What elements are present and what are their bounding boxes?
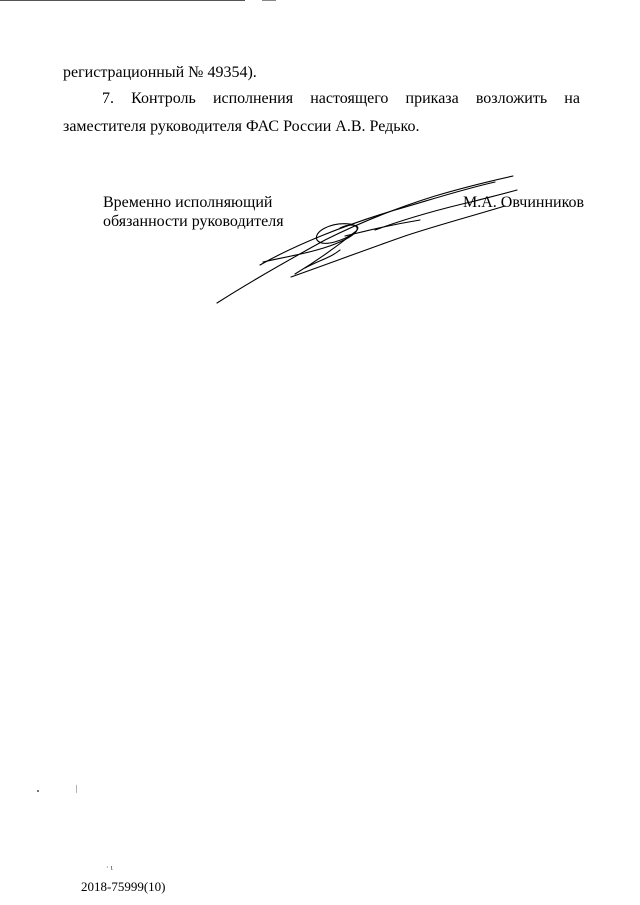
item-7-word: Контроль — [131, 90, 196, 107]
signatory-title-line-1: Временно исполняющий — [103, 194, 273, 211]
item-7-number: 7. — [102, 90, 114, 107]
document-registration-number: 2018-75999(10) — [81, 879, 166, 894]
handwritten-signature — [205, 170, 525, 310]
scan-artifact-dot — [37, 790, 39, 792]
item-7-word: настоящего — [310, 90, 389, 107]
scan-artifact-stroke: ⁄ — [72, 784, 81, 795]
item-7-word: на — [564, 90, 580, 107]
scan-artifact-speck: · ι — [106, 863, 113, 872]
item-7-continuation: заместителя руководителя ФАС России А.В. Редько. — [63, 118, 420, 135]
continuation-line: регистрационный № 49354). — [63, 64, 257, 81]
item-7-word: приказа — [405, 90, 459, 107]
item-7-word: возложить — [475, 90, 548, 107]
item-7-word: исполнения — [212, 90, 294, 107]
signatory-title-line-2: обязанности руководителя — [103, 213, 284, 230]
item-7-first-line — [63, 89, 580, 109]
top-edge-rule-fragment — [262, 0, 276, 1]
top-edge-rule — [0, 0, 245, 1]
signatory-name: М.А. Овчинников — [463, 194, 585, 211]
